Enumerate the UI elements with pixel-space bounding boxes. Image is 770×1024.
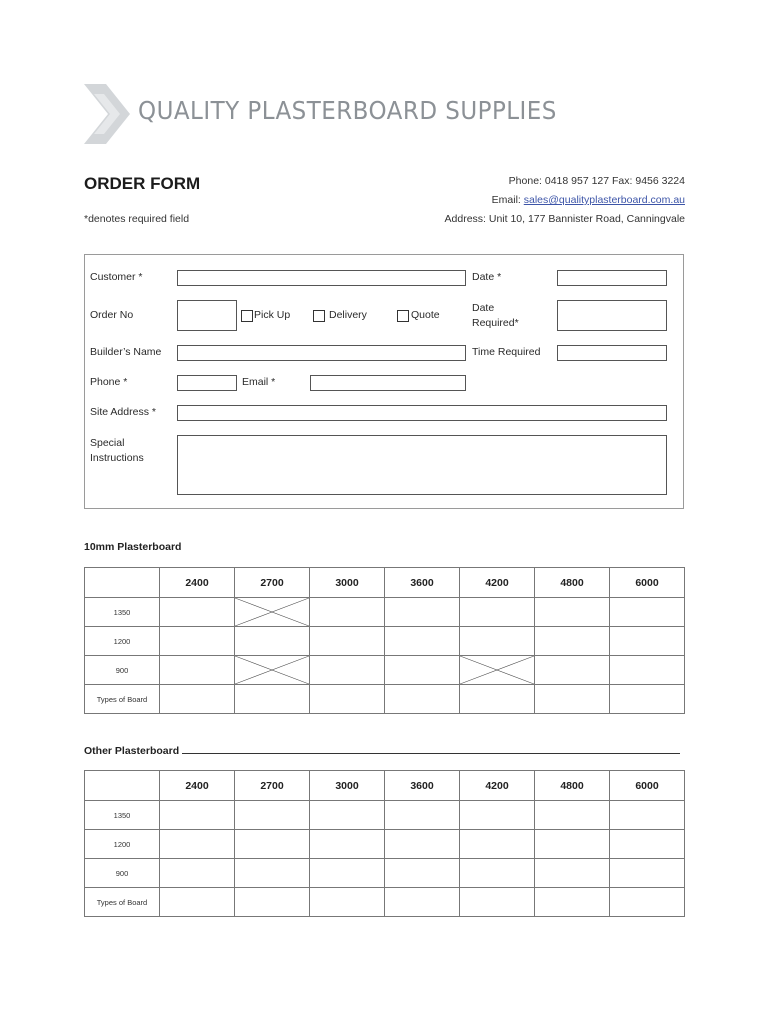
qty-cell[interactable] — [610, 656, 685, 685]
table2-col-4800: 4800 — [535, 771, 610, 801]
qty-cell[interactable] — [535, 598, 610, 627]
qty-cell[interactable] — [610, 627, 685, 656]
table-row — [85, 801, 685, 830]
table1-corner-cell — [85, 568, 160, 598]
table2-row-label-1200: 1200 — [85, 830, 160, 859]
qty-cell[interactable] — [610, 598, 685, 627]
email-link[interactable]: sales@qualityplasterboard.com.au — [523, 194, 685, 206]
qty-cell[interactable] — [385, 598, 460, 627]
table-row — [85, 830, 685, 859]
qty-cell[interactable] — [460, 627, 535, 656]
page-title: ORDER FORM — [84, 174, 201, 193]
qty-cell[interactable] — [460, 859, 535, 888]
qty-cell[interactable] — [310, 801, 385, 830]
builders-name-input[interactable] — [177, 345, 466, 361]
table2-col-3000: 3000 — [310, 771, 385, 801]
time-required-input[interactable] — [557, 345, 667, 361]
site-address-input[interactable] — [177, 405, 667, 421]
email-line — [492, 194, 685, 206]
date-required-input[interactable] — [557, 300, 667, 331]
phone-fax-line: Phone: 0418 957 127 Fax: 9456 3224 — [508, 175, 685, 187]
qty-cell[interactable] — [310, 598, 385, 627]
quote-label: Quote — [411, 309, 440, 321]
qty-cell[interactable] — [385, 685, 460, 714]
table1-grid — [84, 567, 685, 714]
qty-cell[interactable] — [385, 830, 460, 859]
table2-row-label-900: 900 — [85, 859, 160, 888]
table1-row-label-900: 900 — [85, 656, 160, 685]
qty-cell[interactable] — [385, 888, 460, 917]
required-field-note: *denotes required field — [84, 213, 190, 225]
qty-cell[interactable] — [385, 859, 460, 888]
email-field-label: Email * — [242, 376, 276, 388]
qty-cell[interactable] — [535, 656, 610, 685]
qty-cell[interactable] — [310, 685, 385, 714]
table-row — [85, 627, 685, 656]
table1-col-4200: 4200 — [460, 568, 535, 598]
qty-cell[interactable] — [535, 627, 610, 656]
table-row — [85, 685, 685, 714]
email-label: Email: — [491, 194, 521, 206]
qty-cell[interactable] — [310, 830, 385, 859]
qty-cell[interactable] — [160, 598, 235, 627]
phone-label: Phone * — [90, 376, 128, 388]
table2-col-3600: 3600 — [385, 771, 460, 801]
order-no-input[interactable] — [177, 300, 237, 331]
qty-cell[interactable] — [160, 830, 235, 859]
table-row — [85, 888, 685, 917]
customer-input[interactable] — [177, 270, 466, 286]
table2-col-6000: 6000 — [610, 771, 685, 801]
builders-name-label: Builder’s Name — [90, 346, 162, 358]
table1-col-2400: 2400 — [160, 568, 235, 598]
unavailable-cell — [460, 656, 535, 685]
qty-cell[interactable] — [535, 685, 610, 714]
qty-cell[interactable] — [610, 888, 685, 917]
qty-cell[interactable] — [310, 859, 385, 888]
special-instructions-textarea[interactable] — [177, 435, 667, 495]
qty-cell[interactable] — [460, 685, 535, 714]
table1-col-3000: 3000 — [310, 568, 385, 598]
table1-col-3600: 3600 — [385, 568, 460, 598]
qty-cell[interactable] — [460, 888, 535, 917]
qty-cell[interactable] — [310, 627, 385, 656]
qty-cell[interactable] — [235, 859, 310, 888]
date-required-label — [472, 301, 519, 331]
qty-cell[interactable] — [160, 859, 235, 888]
email-input[interactable] — [310, 375, 466, 391]
table-row — [85, 598, 685, 627]
qty-cell[interactable] — [160, 888, 235, 917]
chevron-logo-icon — [84, 84, 132, 144]
qty-cell[interactable] — [385, 801, 460, 830]
qty-cell[interactable] — [310, 656, 385, 685]
qty-cell[interactable] — [460, 598, 535, 627]
qty-cell[interactable] — [535, 888, 610, 917]
qty-cell[interactable] — [235, 801, 310, 830]
qty-cell[interactable] — [235, 627, 310, 656]
table2-row-label-types: Types of Board — [85, 888, 160, 917]
site-address-label: Site Address * — [90, 406, 156, 418]
qty-cell[interactable] — [235, 830, 310, 859]
qty-cell[interactable] — [610, 830, 685, 859]
qty-cell[interactable] — [535, 801, 610, 830]
qty-cell[interactable] — [610, 685, 685, 714]
qty-cell[interactable] — [310, 888, 385, 917]
table2-title: Other Plasterboard — [84, 745, 180, 757]
table1-title: 10mm Plasterboard — [84, 541, 182, 553]
table2-row-label-1350: 1350 — [85, 801, 160, 830]
qty-cell[interactable] — [535, 859, 610, 888]
table1-row-label-1350: 1350 — [85, 598, 160, 627]
qty-cell[interactable] — [460, 830, 535, 859]
table1-col-4800: 4800 — [535, 568, 610, 598]
customer-label: Customer * — [90, 271, 143, 283]
table2-col-2700: 2700 — [235, 771, 310, 801]
qty-cell[interactable] — [610, 859, 685, 888]
phone-input[interactable] — [177, 375, 237, 391]
table2-col-2400: 2400 — [160, 771, 235, 801]
pickup-checkbox[interactable] — [241, 310, 253, 322]
qty-cell[interactable] — [385, 656, 460, 685]
special-instructions-label — [90, 436, 144, 466]
delivery-checkbox[interactable] — [313, 310, 325, 322]
table-row — [85, 859, 685, 888]
delivery-label: Delivery — [329, 309, 367, 321]
qty-cell[interactable] — [235, 685, 310, 714]
qty-cell[interactable] — [160, 801, 235, 830]
unavailable-cell — [235, 598, 310, 627]
qty-cell[interactable] — [160, 656, 235, 685]
date-label: Date * — [472, 271, 502, 283]
qty-cell[interactable] — [385, 627, 460, 656]
other-plasterboard-fill-line[interactable] — [182, 744, 680, 754]
table1-col-6000: 6000 — [610, 568, 685, 598]
table2-title-line — [84, 744, 680, 757]
special-instructions-label-line2: Instructions — [90, 452, 144, 464]
quote-checkbox[interactable] — [397, 310, 409, 322]
qty-cell[interactable] — [460, 801, 535, 830]
company-name: QUALITY PLASTERBOARD SUPPLIES — [138, 96, 557, 125]
date-required-label-line2: Required* — [472, 317, 519, 329]
special-instructions-label-line1: Special — [90, 437, 125, 449]
qty-cell[interactable] — [235, 888, 310, 917]
table2-grid — [84, 770, 685, 917]
table1-row-label-types: Types of Board — [85, 685, 160, 714]
table1-row-label-1200: 1200 — [85, 627, 160, 656]
order-no-label: Order No — [90, 309, 134, 321]
pickup-label: Pick Up — [254, 309, 291, 321]
qty-cell[interactable] — [160, 685, 235, 714]
table-row — [85, 656, 685, 685]
time-required-label: Time Required — [472, 346, 541, 358]
date-input[interactable] — [557, 270, 667, 286]
unavailable-cell — [235, 656, 310, 685]
address-line: Address: Unit 10, 177 Bannister Road, Canningvale — [444, 213, 685, 225]
qty-cell[interactable] — [535, 830, 610, 859]
qty-cell[interactable] — [160, 627, 235, 656]
date-required-label-line1: Date — [472, 302, 495, 314]
table1-header-row — [85, 568, 685, 598]
table2-col-4200: 4200 — [460, 771, 535, 801]
qty-cell[interactable] — [610, 801, 685, 830]
table2-corner-cell — [85, 771, 160, 801]
table1-col-2700: 2700 — [235, 568, 310, 598]
table2-header-row — [85, 771, 685, 801]
